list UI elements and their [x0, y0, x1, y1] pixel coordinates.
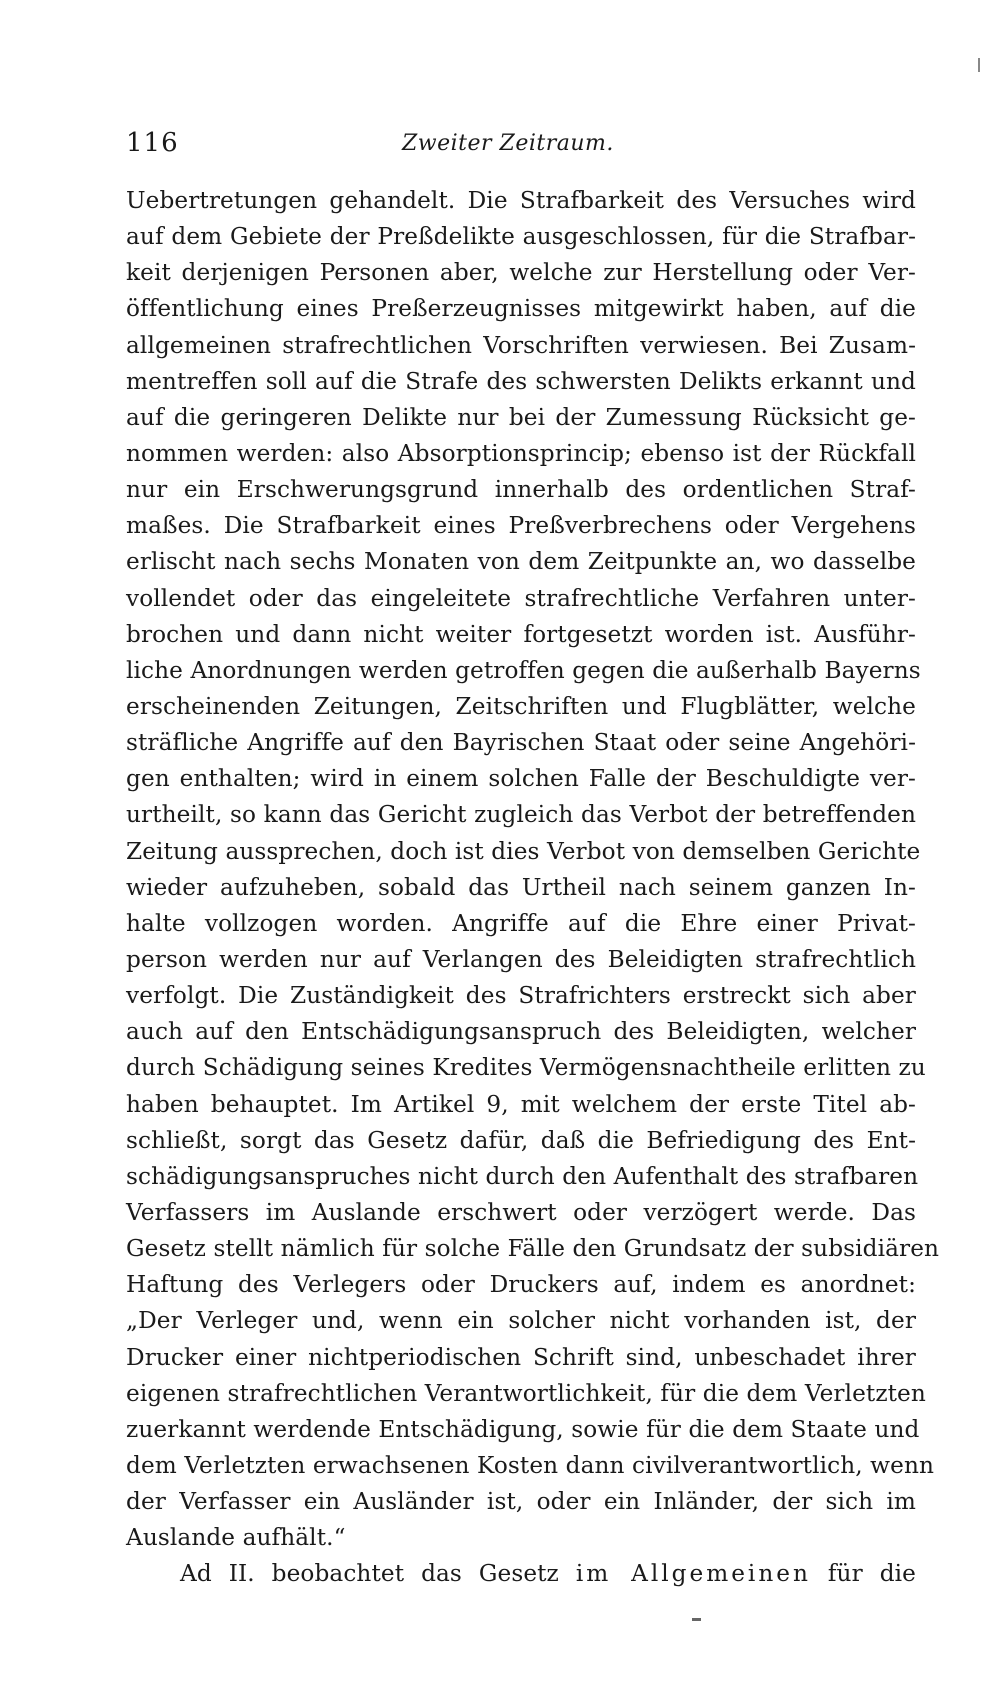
ad-marker: Ad II. — [180, 1560, 255, 1588]
text-line: „Der Verleger und, wenn ein solcher nicht vorhanden ist, der — [126, 1307, 916, 1335]
text-line: vollendet oder das eingeleitete strafrechtliche Verfahren unter- — [126, 584, 916, 612]
text-line: gen enthalten; wird in einem solchen Falle der Beschuldigte ver- — [126, 765, 916, 793]
text-line: erscheinenden Zeitungen, Zeitschriften und Flugblätter, welche — [126, 692, 916, 720]
text-line: Auslande aufhält.“ — [126, 1524, 346, 1552]
text-line: öffentlichung eines Preßerzeugnisses mitgewirkt haben, auf die — [126, 295, 916, 323]
final-line — [126, 1556, 916, 1592]
running-head: Zweiter Zeitraum. — [402, 131, 614, 156]
text-line: Uebertretungen gehandelt. Die Strafbarkeit des Versuches wird — [126, 187, 916, 214]
text-line: eigenen strafrechtlichen Verantwortlichkeit, für die dem Verletzten — [126, 1379, 926, 1407]
text-line: sträfliche Angriffe auf den Bayrischen Staat oder seine Angehöri- — [126, 729, 916, 757]
text-line: mentreffen soll auf die Strafe des schwersten Delikts erkannt und — [126, 367, 916, 395]
text-line: zuerkannt werdende Entschädigung, sowie für die dem Staate und — [126, 1415, 920, 1443]
text-line: Zeitung aussprechen, doch ist dies Verbot von demselben Gerichte — [126, 837, 921, 865]
text-line: liche Anordnungen werden getroffen gegen die außerhalb Bayerns — [126, 656, 921, 684]
final-line-text: beobachtet das Gesetz — [254, 1560, 576, 1588]
text-line: Gesetz stellt nämlich für solche Fälle den Grundsatz der subsidiären — [126, 1235, 940, 1263]
text-line: auf dem Gebiete der Preßdelikte ausgeschlossen, für die Strafbar- — [126, 223, 916, 251]
text-line: brochen und dann nicht weiter fortgesetzt worden ist. Ausführ- — [126, 620, 916, 648]
page-number: 116 — [126, 128, 179, 158]
text-line: halte vollzogen worden. Angriffe auf die Ehre einer Privat- — [126, 909, 916, 937]
text-line: dem Verletzten erwachsenen Kosten dann civilverantwortlich, wenn — [126, 1451, 935, 1479]
text-line: allgemeinen strafrechtlichen Vorschriften verwiesen. Bei Zusam- — [126, 331, 916, 359]
body-text — [126, 183, 940, 1592]
text-line: maßes. Die Strafbarkeit eines Preßverbrechens oder Vergehens — [126, 512, 916, 540]
text-line: nur ein Erschwerungsgrund innerhalb des ordentlichen Straf- — [126, 476, 916, 504]
spaced-emphasis: im Allgemeinen — [575, 1560, 811, 1588]
final-line-tail: für die — [810, 1560, 916, 1588]
text-line: wieder aufzuheben, sobald das Urtheil nach seinem ganzen In- — [126, 873, 916, 901]
text-line: der Verfasser ein Ausländer ist, oder ein Inländer, der sich im — [126, 1488, 916, 1516]
text-line: haben behauptet. Im Artikel 9, mit welchem der erste Titel ab- — [126, 1090, 916, 1118]
text-line: nommen werden: also Absorptionsprincip; ebenso ist der Rückfall — [126, 439, 916, 467]
scan-edge-mark — [978, 58, 980, 72]
text-line: schädigungsanspruches nicht durch den Aufenthalt des strafbaren — [126, 1162, 919, 1190]
text-line: urtheilt, so kann das Gericht zugleich das Verbot der betreffenden — [126, 801, 916, 829]
text-line: keit derjenigen Personen aber, welche zur Herstellung oder Ver- — [126, 259, 916, 287]
text-line: schließt, sorgt das Gesetz dafür, daß die Befriedigung des Ent- — [126, 1126, 916, 1154]
text-line: Haftung des Verlegers oder Druckers auf, indem es anordnet: — [126, 1271, 916, 1299]
text-line: verfolgt. Die Zuständigkeit des Strafrichters erstreckt sich aber — [126, 982, 916, 1010]
text-line: Verfassers im Auslande erschwert oder verzögert werde. Das — [126, 1198, 916, 1226]
text-line: Drucker einer nichtperiodischen Schrift sind, unbeschadet ihrer — [126, 1343, 916, 1371]
text-line: durch Schädigung seines Kredites Vermögensnachtheile erlitten zu — [126, 1054, 926, 1082]
text-line: erlischt nach sechs Monaten von dem Zeitpunkte an, wo dasselbe — [126, 548, 916, 576]
text-line: auch auf den Entschädigungsanspruch des Beleidigten, welcher — [126, 1018, 916, 1046]
text-line: auf die geringeren Delikte nur bei der Zumessung Rücksicht ge- — [126, 403, 916, 431]
text-line: person werden nur auf Verlangen des Beleidigten strafrechtlich — [126, 945, 916, 973]
scan-speck — [692, 1618, 701, 1621]
